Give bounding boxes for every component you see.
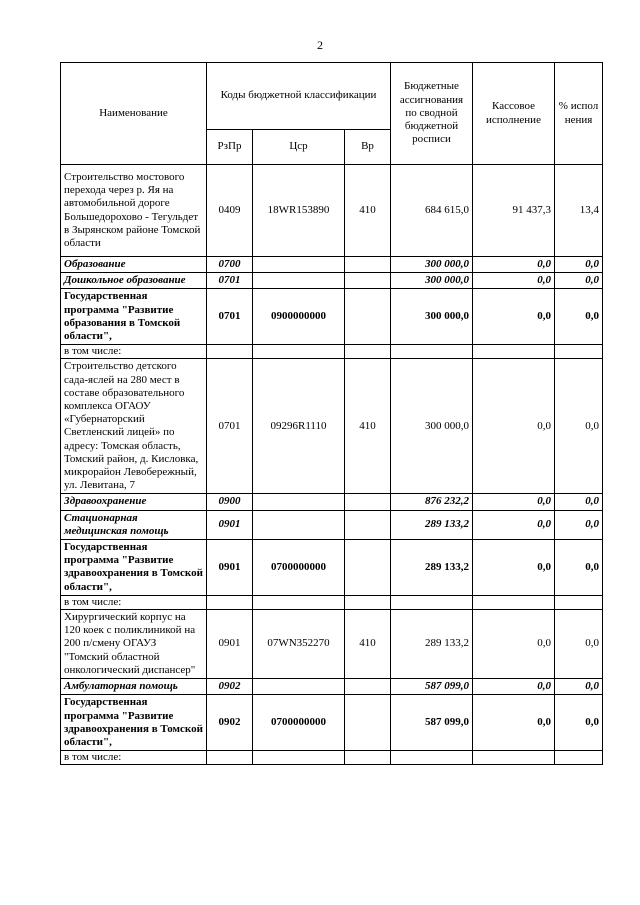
row-percent (555, 345, 603, 359)
row-name: в том числе: (61, 751, 207, 765)
row-vr: 410 (345, 359, 391, 494)
row-budget: 289 133,2 (391, 610, 473, 679)
row-vr (345, 510, 391, 539)
table-row (61, 510, 603, 539)
row-cash: 0,0 (473, 540, 555, 596)
row-name: Дошкольное образование (61, 273, 207, 289)
row-cash: 0,0 (473, 257, 555, 273)
row-budget: 300 000,0 (391, 359, 473, 494)
row-percent: 0,0 (555, 610, 603, 679)
row-percent: 0,0 (555, 359, 603, 494)
row-vr: 410 (345, 610, 391, 679)
row-cash: 0,0 (473, 289, 555, 345)
row-budget (391, 345, 473, 359)
row-vr (345, 289, 391, 345)
table-row (61, 345, 603, 359)
row-cash: 91 437,3 (473, 165, 555, 257)
row-cash: 0,0 (473, 494, 555, 510)
table-row (61, 679, 603, 695)
row-name: в том числе: (61, 595, 207, 609)
table-row (61, 359, 603, 494)
row-csr: 0700000000 (253, 695, 345, 751)
row-rzpr: 0701 (207, 289, 253, 345)
row-name: Строительство детского сада-яслей на 280 мест в составе образовательного комплекса ОГАОУ «Губернаторский Светленский лицей» по адресу: Томская область, Томский район, д. Кисловка, микрорайон Левобережный, ул. Левитана, 7 (61, 359, 207, 494)
row-budget (391, 751, 473, 765)
row-csr (253, 345, 345, 359)
row-percent: 0,0 (555, 540, 603, 596)
row-csr (253, 751, 345, 765)
row-vr (345, 679, 391, 695)
row-rzpr: 0901 (207, 510, 253, 539)
row-rzpr: 0700 (207, 257, 253, 273)
row-percent: 0,0 (555, 695, 603, 751)
row-budget: 289 133,2 (391, 510, 473, 539)
row-cash: 0,0 (473, 273, 555, 289)
header-name: Наименование (61, 63, 207, 165)
row-vr (345, 494, 391, 510)
row-vr (345, 751, 391, 765)
table-row (61, 165, 603, 257)
row-budget: 300 000,0 (391, 257, 473, 273)
row-name: в том числе: (61, 345, 207, 359)
row-vr (345, 257, 391, 273)
row-cash: 0,0 (473, 695, 555, 751)
row-vr (345, 273, 391, 289)
row-rzpr: 0701 (207, 273, 253, 289)
table-row (61, 289, 603, 345)
row-cash: 0,0 (473, 610, 555, 679)
row-vr (345, 345, 391, 359)
row-budget: 587 099,0 (391, 695, 473, 751)
row-name: Стационарная медицинская помощь (61, 510, 207, 539)
row-cash (473, 595, 555, 609)
row-csr (253, 510, 345, 539)
header-codes-group: Коды бюджетной классификации (207, 63, 391, 130)
row-rzpr: 0902 (207, 679, 253, 695)
header-budget: Бюджетные ассигнования по сводной бюджетной росписи (391, 63, 473, 165)
row-name: Хирургический корпус на 120 коек с поликлиникой на 200 п/смену ОГАУЗ "Томский областной онкологический диспансер" (61, 610, 207, 679)
row-percent: 0,0 (555, 494, 603, 510)
row-percent (555, 595, 603, 609)
row-name: Строительство мостового перехода через р. Яя на автомобильной дороге Большедорохово - Тегульдет в Зырянском районе Томской области (61, 165, 207, 257)
row-rzpr (207, 345, 253, 359)
row-name: Государственная программа "Развитие образования в Томской области", (61, 289, 207, 345)
row-rzpr: 0901 (207, 540, 253, 596)
row-csr: 18WR153890 (253, 165, 345, 257)
row-vr: 410 (345, 165, 391, 257)
table-row (61, 494, 603, 510)
table-row (61, 595, 603, 609)
row-cash (473, 751, 555, 765)
row-percent: 0,0 (555, 679, 603, 695)
row-percent (555, 751, 603, 765)
row-percent: 13,4 (555, 165, 603, 257)
row-percent: 0,0 (555, 257, 603, 273)
row-name: Государственная программа "Развитие здравоохранения в Томской области", (61, 540, 207, 596)
row-budget: 684 615,0 (391, 165, 473, 257)
row-cash: 0,0 (473, 359, 555, 494)
row-csr: 07WN352270 (253, 610, 345, 679)
table-row (61, 257, 603, 273)
row-rzpr: 0409 (207, 165, 253, 257)
row-percent: 0,0 (555, 273, 603, 289)
row-budget: 289 133,2 (391, 540, 473, 596)
row-vr (345, 540, 391, 596)
page-number: 2 (317, 38, 323, 52)
row-rzpr: 0901 (207, 610, 253, 679)
row-csr (253, 257, 345, 273)
row-csr (253, 494, 345, 510)
row-csr (253, 595, 345, 609)
table-row (61, 610, 603, 679)
table-row (61, 273, 603, 289)
row-budget: 300 000,0 (391, 289, 473, 345)
row-vr (345, 595, 391, 609)
row-rzpr (207, 595, 253, 609)
row-rzpr: 0701 (207, 359, 253, 494)
row-budget: 300 000,0 (391, 273, 473, 289)
row-csr: 0900000000 (253, 289, 345, 345)
table-row (61, 540, 603, 596)
row-csr: 0700000000 (253, 540, 345, 596)
row-cash (473, 345, 555, 359)
row-rzpr: 0900 (207, 494, 253, 510)
row-csr (253, 273, 345, 289)
row-name: Здравоохранение (61, 494, 207, 510)
header-vr: Вр (345, 130, 391, 165)
row-percent: 0,0 (555, 289, 603, 345)
row-vr (345, 695, 391, 751)
row-csr: 09296R1110 (253, 359, 345, 494)
row-rzpr: 0902 (207, 695, 253, 751)
table-row (61, 695, 603, 751)
row-percent: 0,0 (555, 510, 603, 539)
table-row (61, 751, 603, 765)
row-rzpr (207, 751, 253, 765)
row-budget: 876 232,2 (391, 494, 473, 510)
header-rzpr: РзПр (207, 130, 253, 165)
row-cash: 0,0 (473, 679, 555, 695)
row-name: Государственная программа "Развитие здравоохранения в Томской области", (61, 695, 207, 751)
row-budget: 587 099,0 (391, 679, 473, 695)
row-name: Образование (61, 257, 207, 273)
header-cash: Кассовое исполнение (473, 63, 555, 165)
row-csr (253, 679, 345, 695)
row-cash: 0,0 (473, 510, 555, 539)
header-csr: Цср (253, 130, 345, 165)
header-percent: % испол нения (555, 63, 603, 165)
row-name: Амбулаторная помощь (61, 679, 207, 695)
budget-table (60, 62, 603, 765)
row-budget (391, 595, 473, 609)
